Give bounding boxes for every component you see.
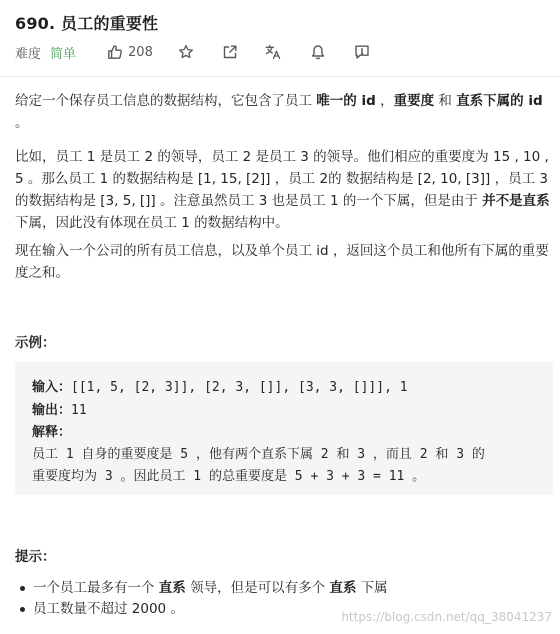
input-label: 输入： — [32, 380, 72, 395]
difficulty-label: 难度 — [15, 46, 42, 62]
hints-heading: 提示： — [15, 549, 56, 565]
feedback-button[interactable] — [353, 43, 371, 61]
example-explain-line-2: 重要度均为 3 。因此员工 1 的总重要度是 5 + 3 + 3 = 11 。 — [32, 469, 426, 484]
watermark: https://blog.csdn.net/qq_38041237 — [341, 610, 552, 624]
example-output-line — [32, 399, 87, 418]
like-button[interactable] — [107, 44, 153, 60]
text-run: 。 — [15, 115, 29, 131]
example-explain-label — [32, 421, 71, 440]
example-code-block — [15, 362, 553, 495]
text-run: 下属，因此没有体现在员工 1 的数据结构中。 — [15, 215, 289, 231]
text-run: 给定一个保存员工信息的数据结构，它包含了员工 — [15, 93, 317, 109]
example-heading: 示例： — [15, 335, 56, 351]
feedback-icon — [354, 44, 370, 60]
description-paragraph-3: 现在输入一个公司的所有员工信息，以及单个员工 id ，返回这个员工和他所有下属的重要度之和。 — [15, 243, 549, 281]
example-input-line — [32, 376, 408, 395]
share-icon — [222, 44, 238, 60]
bold-term: 唯一的 id — [316, 93, 376, 109]
description-paragraph-2 — [15, 146, 552, 234]
description-paragraph-1 — [15, 90, 552, 134]
input-value: [[1, 5, [2, 3]], [2, 3, []], [3, 3, []]], 1 — [71, 380, 408, 395]
output-value: 11 — [71, 403, 87, 418]
explain-label: 解释： — [32, 425, 72, 440]
text-run: 一个员工最多有一个 — [33, 580, 159, 596]
thumbs-up-icon — [107, 44, 123, 60]
bold-term: 重要度 — [393, 93, 435, 109]
output-label: 输出： — [32, 403, 72, 418]
bold-term: 直系下属的 id — [456, 93, 543, 109]
like-count: 208 — [128, 44, 153, 60]
bold-term: 直系 — [329, 580, 357, 596]
problem-meta-bar — [15, 41, 397, 63]
bell-icon — [310, 44, 326, 60]
share-button[interactable] — [221, 43, 239, 61]
favorite-button[interactable] — [177, 43, 195, 61]
notification-button[interactable] — [309, 43, 327, 61]
text-run: 领导，但是可以有多个 — [185, 580, 330, 596]
difficulty-badge: 简单 — [50, 46, 77, 62]
example-explain-line-1: 员工 1 自身的重要度是 5 ，他有两个直系下属 2 和 3 ，而且 2 和 3 的 — [32, 447, 485, 462]
text-run: 下属 — [356, 580, 388, 596]
bold-term: 直系 — [158, 580, 186, 596]
bold-term: 并不是直系 — [482, 193, 550, 209]
problem-title: 690. 员工的重要性 — [15, 14, 159, 33]
header-divider — [0, 76, 560, 77]
hint-item — [15, 578, 388, 599]
hints-list — [15, 578, 388, 620]
text-run: ， — [375, 93, 394, 109]
translate-button[interactable] — [265, 43, 283, 61]
star-icon — [178, 44, 194, 60]
text-run: 和 — [434, 93, 457, 109]
translate-icon — [265, 44, 282, 60]
text-run: 比如，员工 1 是员工 2 的领导，员工 2 是员工 3 的领导。他们相应的重要度为 15 , 10 , 5 。那么员工 1 的数据结构是 [1, 15, [2]] ，员工 2的 数据结构是 [2, 10, [3]] ，员工 3 的数据结构是 [3, 5, []] 。注意虽然员工 3 也是员工 1 的一个下属，但是由于 — [15, 149, 549, 209]
hint-item: 员工数量不超过 2000 。 — [15, 599, 388, 620]
